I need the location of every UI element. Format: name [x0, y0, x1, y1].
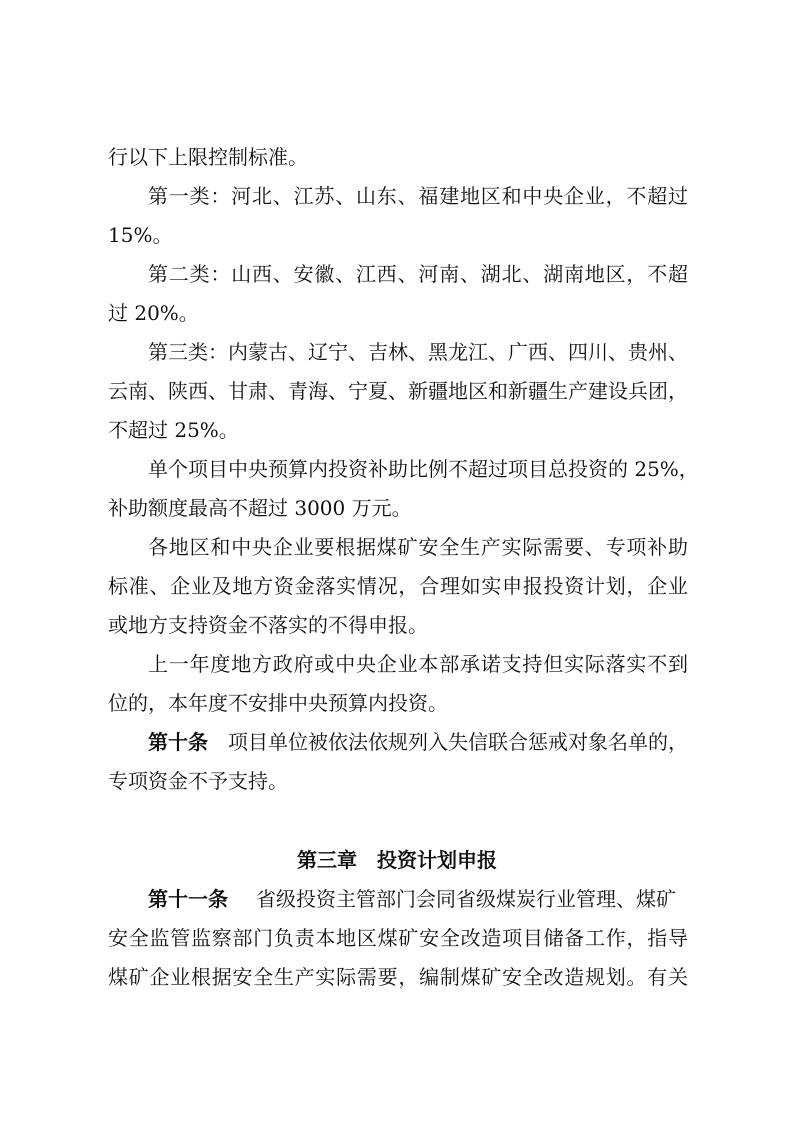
- text-line: 上一年度地方政府或中央企业本部承诺支持但实际落实不到: [148, 652, 688, 676]
- text-line: 15%。: [108, 223, 173, 247]
- text-line: 第三类：内蒙古、辽宁、吉林、黑龙江、广西、四川、贵州、: [148, 340, 688, 364]
- text-line: 行以下上限控制标准。: [108, 145, 308, 169]
- text-line: 煤矿企业根据安全生产实际需要，编制煤矿安全改造规划。有关: [108, 965, 688, 989]
- text-line: 不超过 25%。: [108, 418, 239, 442]
- article-label: 第十条: [148, 730, 208, 754]
- text-line: 安全监管监察部门负责本地区煤矿安全改造项目储备工作，指导: [108, 926, 688, 950]
- chapter-heading: 第三章 投资计划申报: [297, 848, 497, 872]
- text-line: 或地方支持资金不落实的不得申报。: [108, 613, 428, 637]
- text-line: 过 20%。: [108, 301, 199, 325]
- text-line: 补助额度最高不超过 3000 万元。: [108, 496, 412, 520]
- text-line: 第二类：山西、安徽、江西、河南、湖北、湖南地区，不超: [148, 262, 688, 286]
- article-text: 省级投资主管部门会同省级煤炭行业管理、煤矿: [256, 887, 676, 911]
- article-text: 项目单位被依法依规列入失信联合惩戒对象名单的，: [228, 730, 688, 754]
- text-line: 标准、企业及地方资金落实情况，合理如实申报投资计划，企业: [108, 574, 688, 598]
- text-line: 各地区和中央企业要根据煤矿安全生产实际需要、专项补助: [148, 535, 688, 559]
- article-11: [148, 887, 688, 911]
- text-line: 云南、陕西、甘肃、青海、宁夏、新疆地区和新疆生产建设兵团，: [108, 379, 688, 403]
- text-line: 专项资金不予支持。: [108, 769, 288, 793]
- article-label: 第十一条: [148, 887, 228, 911]
- article-10: [148, 730, 688, 754]
- text-line: 单个项目中央预算内投资补助比例不超过项目总投资的 25%，: [148, 457, 699, 481]
- text-line: 位的，本年度不安排中央预算内投资。: [108, 691, 448, 715]
- text-line: 第一类：河北、江苏、山东、福建地区和中央企业，不超过: [148, 184, 688, 208]
